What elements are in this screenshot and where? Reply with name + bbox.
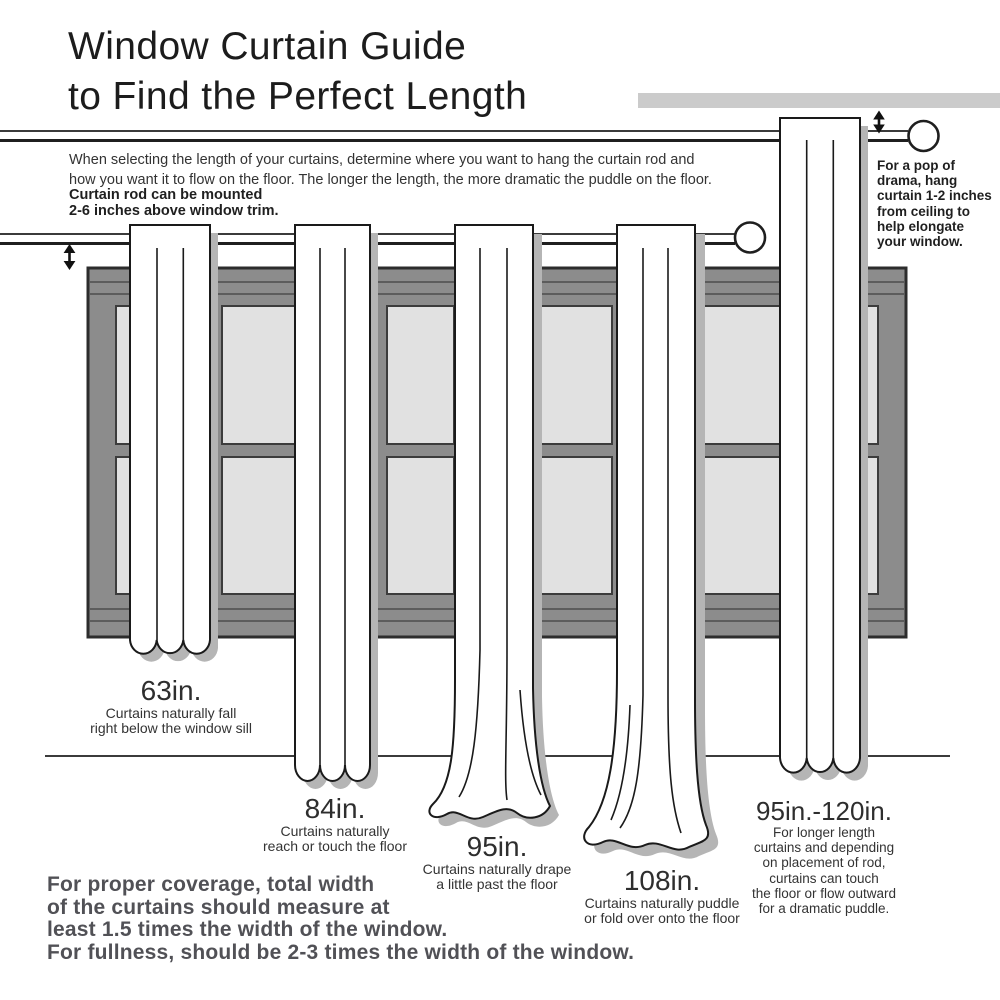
coverage-note-line: For proper coverage, total width [47, 873, 375, 896]
curtain-length-label-84in [263, 794, 407, 854]
length-description: Curtains naturally fall right below the window sill [90, 705, 252, 736]
length-description: Curtains naturally puddle or fold over onto the floor [584, 895, 740, 926]
page-title-line1: Window Curtain Guide [68, 25, 467, 68]
length-value: 84in. [304, 793, 366, 824]
curtain-length-label-63in [90, 676, 252, 736]
curtain-length-label-95-120in [752, 797, 896, 916]
length-description: For longer length curtains and depending on placement of rod, curtains can touch the floor or flow outward for a dramatic puddle. [751, 825, 897, 917]
length-description: Curtains naturally reach or touch the floor [263, 823, 407, 854]
ceiling-hang-note-line: curtain 1-2 inches [877, 188, 992, 204]
ceiling-hang-note-line: from ceiling to [877, 203, 971, 219]
rod-mount-note [69, 188, 279, 219]
page-title-line2: to Find the Perfect Length [68, 75, 528, 118]
ceiling-bar [638, 93, 1000, 108]
curtain-95-120in [780, 118, 868, 781]
double-arrow-icon [873, 111, 885, 134]
curtain-84in [295, 225, 378, 789]
ceiling-hang-note-line: your window. [877, 234, 963, 250]
length-value: 108in. [623, 865, 701, 896]
ceiling-hang-note-line: drama, hang [877, 173, 958, 189]
page-title [68, 22, 527, 122]
rod-mount-note-line: 2-6 inches above window trim. [69, 202, 279, 219]
rod-finial-icon [909, 121, 939, 151]
length-value: 95in.-120in. [756, 796, 892, 826]
curtain-63in [130, 225, 218, 662]
ceiling-hang-note-line: help elongate [877, 218, 965, 234]
length-value: 95in. [466, 831, 528, 862]
ceiling-hang-note-line: For a pop of [877, 158, 955, 173]
coverage-note-line: least 1.5 times the width of the window. [47, 918, 448, 942]
rod-mount-note-line: Curtain rod can be mounted [69, 187, 263, 203]
intro-paragraph [69, 150, 712, 190]
coverage-note-line: of the curtains should measure at [47, 895, 390, 919]
coverage-note [47, 874, 634, 964]
rod-finial-icon [735, 223, 765, 253]
ceiling-hang-note [877, 158, 992, 249]
coverage-note-line: For fullness, should be 2-3 times the width of the window. [47, 940, 635, 964]
double-arrow-icon [64, 244, 76, 270]
intro-line: When selecting the length of your curtains, determine where you want to hang the curtain rod and [69, 152, 695, 168]
length-description: Curtains naturally drape a little past the floor [422, 861, 572, 892]
intro-line: how you want it to flow on the floor. The longer the length, the more dramatic the puddle on the floor. [69, 172, 712, 188]
length-value: 63in. [140, 675, 202, 706]
